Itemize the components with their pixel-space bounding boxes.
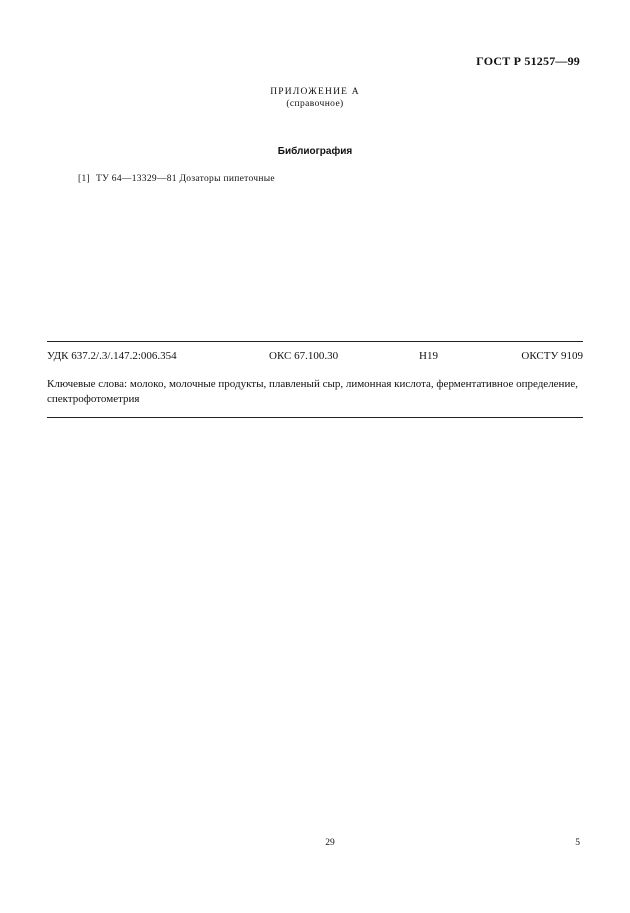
bibliography-heading: Библиография [277,146,353,157]
bibliography-text: ТУ 64—13329—81 Дозаторы пипеточные [95,174,275,184]
bibliography-list [78,174,275,184]
page-number-right: 5 [575,838,580,848]
divider-top [47,341,583,342]
document-code: ГОСТ Р 51257—99 [476,54,580,68]
page-number-center: 29 [325,838,335,848]
bibliography-ref: [1] [78,174,90,184]
group-code: Н19 [419,350,438,362]
keywords: Ключевые слова: молоко, молочные продукты, плавленый сыр, лимонная кислота, ферментативное определение, спектрофотометрия [47,378,578,405]
okstu-code: ОКСТУ 9109 [521,350,583,362]
annex-title: ПРИЛОЖЕНИЕ А [270,87,360,97]
annex-block [0,86,630,110]
annex-subtitle: (справочное) [286,99,344,109]
divider-bottom [47,417,583,418]
oks-code: ОКС 67.100.30 [269,350,339,362]
bibliography-item [78,174,275,184]
udk-code: УДК 637.2/.3/.147.2:006.354 [47,350,177,362]
